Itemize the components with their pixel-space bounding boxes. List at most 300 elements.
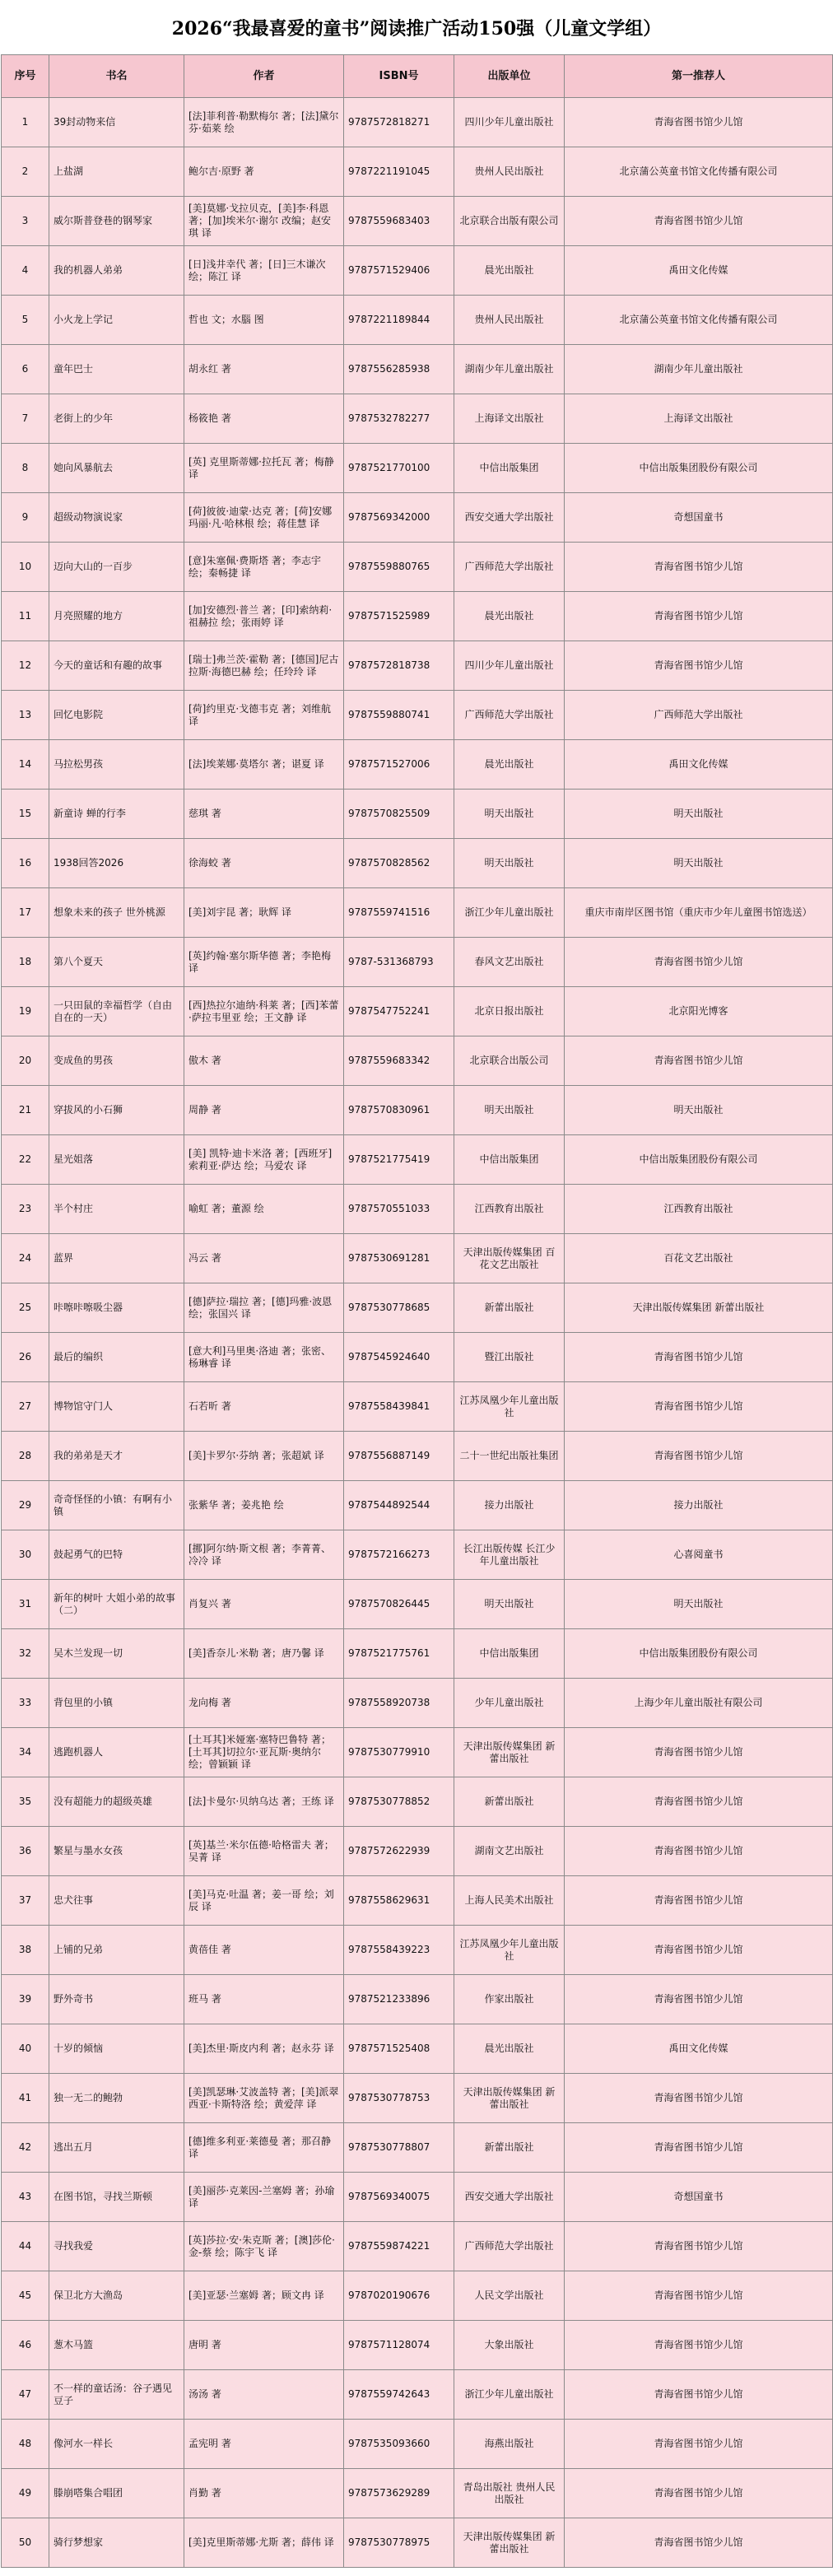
table-row	[2, 2321, 833, 2370]
cell-number: 20	[2, 1036, 49, 1086]
cell-publisher: 天津出版传媒集团 新蕾出版社	[454, 2518, 565, 2568]
cell-publisher: 北京日报出版社	[454, 987, 565, 1036]
cell-book-title: 忠犬往事	[49, 1876, 184, 1926]
cell-number: 26	[2, 1333, 49, 1382]
cell-number: 40	[2, 2024, 49, 2074]
cell-publisher: 西安交通大学出版社	[454, 493, 565, 543]
cell-book-title: 穿拔风的小石狮	[49, 1086, 184, 1135]
cell-author: 哲也 文；水腦 图	[184, 296, 344, 345]
cell-number: 32	[2, 1629, 49, 1679]
cell-recommender: 天津出版传媒集团 新蕾出版社	[565, 1283, 833, 1333]
cell-isbn: 9787545924640	[344, 1333, 454, 1382]
cell-book-title: 逃出五月	[49, 2123, 184, 2173]
cell-number: 41	[2, 2074, 49, 2123]
cell-author: [英]莎拉·安·朱克斯 著；[澳]莎伦·金-蔡 绘；陈宇飞 译	[184, 2222, 344, 2271]
table-row	[2, 641, 833, 691]
cell-author: [美] 凯特·迪卡米洛 著；[西班牙]索莉亚·萨达 绘；马爱农 译	[184, 1135, 344, 1185]
cell-number: 48	[2, 2420, 49, 2469]
table-row	[2, 147, 833, 197]
cell-isbn: 9787530778807	[344, 2123, 454, 2173]
table-row	[2, 1827, 833, 1876]
cell-book-title: 半个村庄	[49, 1185, 184, 1234]
cell-publisher: 晨光出版社	[454, 246, 565, 296]
cell-recommender: 明天出版社	[565, 790, 833, 839]
cell-author: [意]朱塞佩·费斯塔 著；李志宇 绘；秦畅捷 译	[184, 543, 344, 592]
cell-number: 22	[2, 1135, 49, 1185]
cell-isbn: 9787521233896	[344, 1975, 454, 2024]
cell-publisher: 广西师范大学出版社	[454, 543, 565, 592]
cell-publisher: 明天出版社	[454, 839, 565, 888]
cell-publisher: 人民文学出版社	[454, 2271, 565, 2321]
cell-number: 19	[2, 987, 49, 1036]
cell-number: 11	[2, 592, 49, 641]
cell-publisher: 湖南文艺出版社	[454, 1827, 565, 1876]
cell-author: [英] 克里斯蒂娜·拉托瓦 著；梅静 译	[184, 444, 344, 493]
cell-number: 31	[2, 1580, 49, 1629]
cell-book-title: 想象未来的孩子 世外桃源	[49, 888, 184, 938]
cell-author: [美]马克·吐温 著；姜一哥 绘；刘辰 译	[184, 1876, 344, 1926]
cell-number: 34	[2, 1728, 49, 1777]
cell-recommender: 上海少年儿童出版社有限公司	[565, 1679, 833, 1728]
cell-publisher: 晨光出版社	[454, 740, 565, 790]
table-row	[2, 543, 833, 592]
cell-recommender: 青海省图书馆少儿馆	[565, 2074, 833, 2123]
cell-isbn: 9787-531368793	[344, 938, 454, 987]
cell-book-title: 奇奇怪怪的小镇：有啊有小镇	[49, 1481, 184, 1530]
cell-author: [法]卡曼尔·贝纳乌达 著；王练 译	[184, 1777, 344, 1827]
cell-isbn: 9787221191045	[344, 147, 454, 197]
cell-book-title: 独一无二的鲍勃	[49, 2074, 184, 2123]
cell-number: 16	[2, 839, 49, 888]
cell-isbn: 9787571527006	[344, 740, 454, 790]
cell-book-title: 新年的树叶 大姐小弟的故事（二）	[49, 1580, 184, 1629]
cell-author: 肖复兴 著	[184, 1580, 344, 1629]
cell-recommender: 青海省图书馆少儿馆	[565, 1432, 833, 1481]
cell-book-title: 第八个夏天	[49, 938, 184, 987]
cell-publisher: 大象出版社	[454, 2321, 565, 2370]
cell-recommender: 青海省图书馆少儿馆	[565, 1728, 833, 1777]
cell-isbn: 9787558629631	[344, 1876, 454, 1926]
cell-recommender: 青海省图书馆少儿馆	[565, 1036, 833, 1086]
cell-number: 6	[2, 345, 49, 394]
cell-number: 46	[2, 2321, 49, 2370]
cell-book-title: 保卫北方大渔岛	[49, 2271, 184, 2321]
cell-author: 唐明 著	[184, 2321, 344, 2370]
cell-isbn: 9787559880741	[344, 691, 454, 740]
table-row	[2, 296, 833, 345]
table-row	[2, 1580, 833, 1629]
table-row	[2, 1135, 833, 1185]
cell-number: 45	[2, 2271, 49, 2321]
cell-publisher: 广西师范大学出版社	[454, 2222, 565, 2271]
cell-author: [美]亚瑟·兰塞姆 著；顾文冉 译	[184, 2271, 344, 2321]
cell-author: 龙向梅 著	[184, 1679, 344, 1728]
cell-recommender: 青海省图书馆少儿馆	[565, 2469, 833, 2518]
cell-publisher: 长江出版传媒 长江少年儿童出版社	[454, 1530, 565, 1580]
cell-book-title: 星光姐落	[49, 1135, 184, 1185]
cell-book-title: 月亮照耀的地方	[49, 592, 184, 641]
cell-publisher: 暨江出版社	[454, 1333, 565, 1382]
cell-isbn: 9787559742643	[344, 2370, 454, 2420]
cell-number: 24	[2, 1234, 49, 1283]
column-header-book-title: 书名	[49, 55, 184, 98]
cell-author: 冯云 著	[184, 1234, 344, 1283]
cell-book-title: 我的弟弟是天才	[49, 1432, 184, 1481]
cell-book-title: 没有超能力的超级英雄	[49, 1777, 184, 1827]
cell-author: [美]杰里·斯皮内利 著；赵永芬 译	[184, 2024, 344, 2074]
cell-author: [荷]约里克·戈德韦克 著；刘维航 译	[184, 691, 344, 740]
cell-number: 44	[2, 2222, 49, 2271]
cell-number: 18	[2, 938, 49, 987]
cell-isbn: 9787558920738	[344, 1679, 454, 1728]
cell-number: 4	[2, 246, 49, 296]
cell-recommender: 青海省图书馆少儿馆	[565, 1926, 833, 1975]
table-row	[2, 1777, 833, 1827]
cell-book-title: 吴木兰发现一切	[49, 1629, 184, 1679]
cell-recommender: 北京蒲公英童书馆文化传播有限公司	[565, 147, 833, 197]
cell-publisher: 春风文艺出版社	[454, 938, 565, 987]
cell-recommender: 上海译文出版社	[565, 394, 833, 444]
cell-book-title: 超级动物演说家	[49, 493, 184, 543]
table-row	[2, 1234, 833, 1283]
cell-book-title: 骑行梦想家	[49, 2518, 184, 2568]
cell-recommender: 青海省图书馆少儿馆	[565, 592, 833, 641]
table-row	[2, 1283, 833, 1333]
cell-recommender: 青海省图书馆少儿馆	[565, 1777, 833, 1827]
cell-isbn: 9787559741516	[344, 888, 454, 938]
cell-book-title: 新童诗 蝉的行李	[49, 790, 184, 839]
cell-isbn: 9787570828562	[344, 839, 454, 888]
table-row	[2, 2222, 833, 2271]
cell-publisher: 上海译文出版社	[454, 394, 565, 444]
cell-publisher: 天津出版传媒集团 新蕾出版社	[454, 1728, 565, 1777]
cell-publisher: 北京联合出版有限公司	[454, 197, 565, 246]
cell-author: [德]维多利亚·莱德曼 著；那召静 译	[184, 2123, 344, 2173]
cell-recommender: 北京蒲公英童书馆文化传播有限公司	[565, 296, 833, 345]
cell-isbn: 9787532782277	[344, 394, 454, 444]
cell-book-title: 迈向大山的一百步	[49, 543, 184, 592]
cell-recommender: 青海省图书馆少儿馆	[565, 2123, 833, 2173]
cell-isbn: 9787530778753	[344, 2074, 454, 2123]
cell-isbn: 9787530778852	[344, 1777, 454, 1827]
cell-publisher: 晨光出版社	[454, 2024, 565, 2074]
cell-recommender: 青海省图书馆少儿馆	[565, 1382, 833, 1432]
cell-isbn: 9787521770100	[344, 444, 454, 493]
cell-number: 25	[2, 1283, 49, 1333]
table-row	[2, 246, 833, 296]
cell-publisher: 新蕾出版社	[454, 2123, 565, 2173]
cell-recommender: 青海省图书馆少儿馆	[565, 1827, 833, 1876]
cell-publisher: 二十一世纪出版社集团	[454, 1432, 565, 1481]
cell-author: [意大利]马里奥·洛迪 著；张密、杨琳睿 译	[184, 1333, 344, 1382]
table-row	[2, 740, 833, 790]
cell-author: 班马 著	[184, 1975, 344, 2024]
cell-publisher: 青岛出版社 贵州人民出版社	[454, 2469, 565, 2518]
cell-recommender: 心喜阅童书	[565, 1530, 833, 1580]
table-row	[2, 1876, 833, 1926]
cell-isbn: 9787570826445	[344, 1580, 454, 1629]
book-list-table	[1, 54, 833, 2568]
cell-book-title: 变成鱼的男孩	[49, 1036, 184, 1086]
table-row	[2, 1481, 833, 1530]
cell-number: 37	[2, 1876, 49, 1926]
cell-recommender: 青海省图书馆少儿馆	[565, 2518, 833, 2568]
table-row	[2, 2173, 833, 2222]
cell-publisher: 江苏凤凰少年儿童出版社	[454, 1926, 565, 1975]
table-row	[2, 1926, 833, 1975]
cell-recommender: 明天出版社	[565, 839, 833, 888]
cell-author: [美]丽莎·克莱因-兰塞姆 著；孙瑜 译	[184, 2173, 344, 2222]
cell-number: 36	[2, 1827, 49, 1876]
cell-recommender: 青海省图书馆少儿馆	[565, 1876, 833, 1926]
cell-number: 42	[2, 2123, 49, 2173]
cell-book-title: 在图书馆，寻找兰斯顿	[49, 2173, 184, 2222]
cell-book-title: 她向风暴航去	[49, 444, 184, 493]
cell-recommender: 禹田文化传媒	[565, 246, 833, 296]
cell-book-title: 咔嚓咔嚓吸尘器	[49, 1283, 184, 1333]
cell-publisher: 江西教育出版社	[454, 1185, 565, 1234]
cell-publisher: 中信出版集团	[454, 444, 565, 493]
cell-book-title: 葱木马篮	[49, 2321, 184, 2370]
cell-author: [加]安德烈·普兰 著；[印]索纳莉·祖赫拉 绘；张雨婷 译	[184, 592, 344, 641]
cell-author: [挪]阿尔纳·斯文根 著；李菁菁、冷冷 译	[184, 1530, 344, 1580]
cell-number: 7	[2, 394, 49, 444]
cell-isbn: 9787572166273	[344, 1530, 454, 1580]
cell-number: 13	[2, 691, 49, 740]
table-row	[2, 197, 833, 246]
cell-recommender: 奇想国童书	[565, 493, 833, 543]
cell-author: [英]基兰·米尔伍德·哈格雷夫 著；吴菁 译	[184, 1827, 344, 1876]
cell-book-title: 1938回答2026	[49, 839, 184, 888]
cell-book-title: 小火龙上学记	[49, 296, 184, 345]
table-row	[2, 2123, 833, 2173]
cell-author: 汤汤 著	[184, 2370, 344, 2420]
cell-number: 35	[2, 1777, 49, 1827]
cell-recommender: 青海省图书馆少儿馆	[565, 2420, 833, 2469]
cell-author: [英]约翰·塞尔斯华德 著；李艳梅 译	[184, 938, 344, 987]
table-row	[2, 444, 833, 493]
cell-recommender: 明天出版社	[565, 1580, 833, 1629]
cell-publisher: 西安交通大学出版社	[454, 2173, 565, 2222]
cell-isbn: 9787521775419	[344, 1135, 454, 1185]
cell-author: [美]莫娜·戈拉贝克，[美]李·科恩 著；[加]埃米尔·谢尔 改编；赵安琪 译	[184, 197, 344, 246]
cell-publisher: 中信出版集团	[454, 1135, 565, 1185]
cell-isbn: 9787559683342	[344, 1036, 454, 1086]
table-row	[2, 2370, 833, 2420]
cell-number: 29	[2, 1481, 49, 1530]
column-header-author: 作者	[184, 55, 344, 98]
cell-recommender: 重庆市南岸区图书馆（重庆市少年儿童图书馆选送）	[565, 888, 833, 938]
cell-author: [法]菲利普·勒默梅尔 著；[法]黛尔芬·茹莱 绘	[184, 98, 344, 147]
table-row	[2, 1333, 833, 1382]
cell-isbn: 9787221189844	[344, 296, 454, 345]
table-row	[2, 98, 833, 147]
table-row	[2, 1432, 833, 1481]
cell-isbn: 9787020190676	[344, 2271, 454, 2321]
cell-isbn: 9787558439223	[344, 1926, 454, 1975]
cell-number: 47	[2, 2370, 49, 2420]
cell-author: [美]香奈儿·米勒 著；唐乃馨 译	[184, 1629, 344, 1679]
table-row	[2, 888, 833, 938]
cell-book-title: 鼓起勇气的巴特	[49, 1530, 184, 1580]
cell-publisher: 明天出版社	[454, 790, 565, 839]
cell-isbn: 9787556887149	[344, 1432, 454, 1481]
cell-book-title: 最后的编织	[49, 1333, 184, 1382]
table-body	[2, 98, 833, 2568]
table-row	[2, 493, 833, 543]
cell-recommender: 青海省图书馆少儿馆	[565, 2271, 833, 2321]
cell-author: 徐海蛟 著	[184, 839, 344, 888]
cell-isbn: 9787570830961	[344, 1086, 454, 1135]
cell-publisher: 接力出版社	[454, 1481, 565, 1530]
cell-author: 肖勤 著	[184, 2469, 344, 2518]
cell-isbn: 9787571128074	[344, 2321, 454, 2370]
column-header-recommender: 第一推荐人	[565, 55, 833, 98]
cell-isbn: 9787571525408	[344, 2024, 454, 2074]
cell-author: [美]卡罗尔·芬纳 著；张超斌 译	[184, 1432, 344, 1481]
cell-publisher: 新蕾出版社	[454, 1283, 565, 1333]
cell-recommender: 青海省图书馆少儿馆	[565, 98, 833, 147]
cell-author: 孟宪明 著	[184, 2420, 344, 2469]
cell-publisher: 作家出版社	[454, 1975, 565, 2024]
cell-isbn: 9787556285938	[344, 345, 454, 394]
cell-publisher: 浙江少年儿童出版社	[454, 888, 565, 938]
cell-recommender: 中信出版集团股份有限公司	[565, 1135, 833, 1185]
cell-recommender: 青海省图书馆少儿馆	[565, 2370, 833, 2420]
table-row	[2, 691, 833, 740]
cell-publisher: 晨光出版社	[454, 592, 565, 641]
cell-publisher: 浙江少年儿童出版社	[454, 2370, 565, 2420]
column-header-isbn: ISBN号	[344, 55, 454, 98]
cell-publisher: 北京联合出版公司	[454, 1036, 565, 1086]
cell-isbn: 9787569340075	[344, 2173, 454, 2222]
cell-author: 石若昕 著	[184, 1382, 344, 1432]
table-header-row	[2, 55, 833, 98]
cell-isbn: 9787559683403	[344, 197, 454, 246]
cell-recommender: 中信出版集团股份有限公司	[565, 1629, 833, 1679]
cell-author: 慈琪 著	[184, 790, 344, 839]
cell-isbn: 9787530778975	[344, 2518, 454, 2568]
cell-publisher: 贵州人民出版社	[454, 147, 565, 197]
cell-recommender: 青海省图书馆少儿馆	[565, 197, 833, 246]
cell-number: 2	[2, 147, 49, 197]
cell-number: 8	[2, 444, 49, 493]
table-row	[2, 2074, 833, 2123]
cell-author: [美]凯瑟琳·艾波盖特 著；[美]派翠西亚·卡斯特洛 绘；黄爱萍 译	[184, 2074, 344, 2123]
column-header-publisher: 出版单位	[454, 55, 565, 98]
cell-recommender: 青海省图书馆少儿馆	[565, 1333, 833, 1382]
cell-book-title: 滕崩嗒集合唱团	[49, 2469, 184, 2518]
cell-number: 15	[2, 790, 49, 839]
cell-number: 38	[2, 1926, 49, 1975]
cell-isbn: 9787571529406	[344, 246, 454, 296]
cell-book-title: 老街上的少年	[49, 394, 184, 444]
cell-recommender: 青海省图书馆少儿馆	[565, 543, 833, 592]
cell-isbn: 9787558439841	[344, 1382, 454, 1432]
cell-isbn: 9787535093660	[344, 2420, 454, 2469]
cell-book-title: 上盐湖	[49, 147, 184, 197]
cell-book-title: 蓝界	[49, 1234, 184, 1283]
table-row	[2, 1086, 833, 1135]
cell-isbn: 9787544892544	[344, 1481, 454, 1530]
cell-number: 5	[2, 296, 49, 345]
table-row	[2, 839, 833, 888]
cell-number: 49	[2, 2469, 49, 2518]
cell-author: 张紫华 著；姜兆艳 绘	[184, 1481, 344, 1530]
cell-author: [德]萨拉·瑞拉 著；[德]玛雅·波恩 绘；张国兴 译	[184, 1283, 344, 1333]
cell-author: [美]克里斯蒂娜·尤斯 著；薛伟 译	[184, 2518, 344, 2568]
cell-author: [瑞士]弗兰茨·霍勒 著；[德国]尼古拉斯·海德巴赫 绘；任玲玲 译	[184, 641, 344, 691]
table-row	[2, 1679, 833, 1728]
cell-number: 1	[2, 98, 49, 147]
cell-book-title: 威尔斯普登巷的钢琴家	[49, 197, 184, 246]
cell-book-title: 马拉松男孩	[49, 740, 184, 790]
cell-recommender: 奇想国童书	[565, 2173, 833, 2222]
cell-book-title: 寻找我爱	[49, 2222, 184, 2271]
cell-publisher: 四川少年儿童出版社	[454, 641, 565, 691]
cell-isbn: 9787530778685	[344, 1283, 454, 1333]
cell-recommender: 广西师范大学出版社	[565, 691, 833, 740]
cell-book-title: 十岁的倾恼	[49, 2024, 184, 2074]
cell-book-title: 逃跑机器人	[49, 1728, 184, 1777]
cell-recommender: 禹田文化传媒	[565, 2024, 833, 2074]
cell-author: [法]埃莱娜·莫塔尔 著；谌夏 译	[184, 740, 344, 790]
cell-recommender: 禹田文化传媒	[565, 740, 833, 790]
cell-author: [荷]彼彼·迪蒙·达克 著；[荷]安娜玛丽·凡·哈林根 绘；蒋佳慧 译	[184, 493, 344, 543]
cell-number: 3	[2, 197, 49, 246]
cell-recommender: 明天出版社	[565, 1086, 833, 1135]
table-row	[2, 1382, 833, 1432]
table-row	[2, 1629, 833, 1679]
page-title: 2026“我最喜爱的童书”阅读推广活动150强（儿童文学组）	[171, 17, 662, 40]
table-row	[2, 987, 833, 1036]
table-row	[2, 2420, 833, 2469]
cell-book-title: 我的机器人弟弟	[49, 246, 184, 296]
cell-author: [西]热拉尔迪纳·科莱 著；[西]苯蕾·萨拉韦里亚 绘；王文静 译	[184, 987, 344, 1036]
table-row	[2, 2271, 833, 2321]
cell-publisher: 海燕出版社	[454, 2420, 565, 2469]
cell-recommender: 接力出版社	[565, 1481, 833, 1530]
cell-publisher: 上海人民美术出版社	[454, 1876, 565, 1926]
cell-book-title: 繁星与墨水女孩	[49, 1827, 184, 1876]
cell-isbn: 9787559874221	[344, 2222, 454, 2271]
table-row	[2, 1975, 833, 2024]
cell-book-title: 像河水一样长	[49, 2420, 184, 2469]
cell-number: 39	[2, 1975, 49, 2024]
cell-book-title: 39封动物来信	[49, 98, 184, 147]
cell-isbn: 9787570825509	[344, 790, 454, 839]
table-row	[2, 1185, 833, 1234]
cell-recommender: 青海省图书馆少儿馆	[565, 938, 833, 987]
cell-book-title: 今天的童话和有趣的故事	[49, 641, 184, 691]
cell-isbn: 9787572818271	[344, 98, 454, 147]
cell-isbn: 9787572818738	[344, 641, 454, 691]
cell-publisher: 中信出版集团	[454, 1629, 565, 1679]
cell-isbn: 9787573629289	[344, 2469, 454, 2518]
cell-isbn: 9787521775761	[344, 1629, 454, 1679]
cell-publisher: 江苏凤凰少年儿童出版社	[454, 1382, 565, 1432]
cell-author: 杨筱艳 著	[184, 394, 344, 444]
cell-number: 30	[2, 1530, 49, 1580]
cell-recommender: 青海省图书馆少儿馆	[565, 1975, 833, 2024]
cell-number: 50	[2, 2518, 49, 2568]
cell-isbn: 9787559880765	[344, 543, 454, 592]
cell-number: 28	[2, 1432, 49, 1481]
cell-number: 17	[2, 888, 49, 938]
cell-publisher: 少年儿童出版社	[454, 1679, 565, 1728]
cell-isbn: 9787570551033	[344, 1185, 454, 1234]
table-row	[2, 592, 833, 641]
